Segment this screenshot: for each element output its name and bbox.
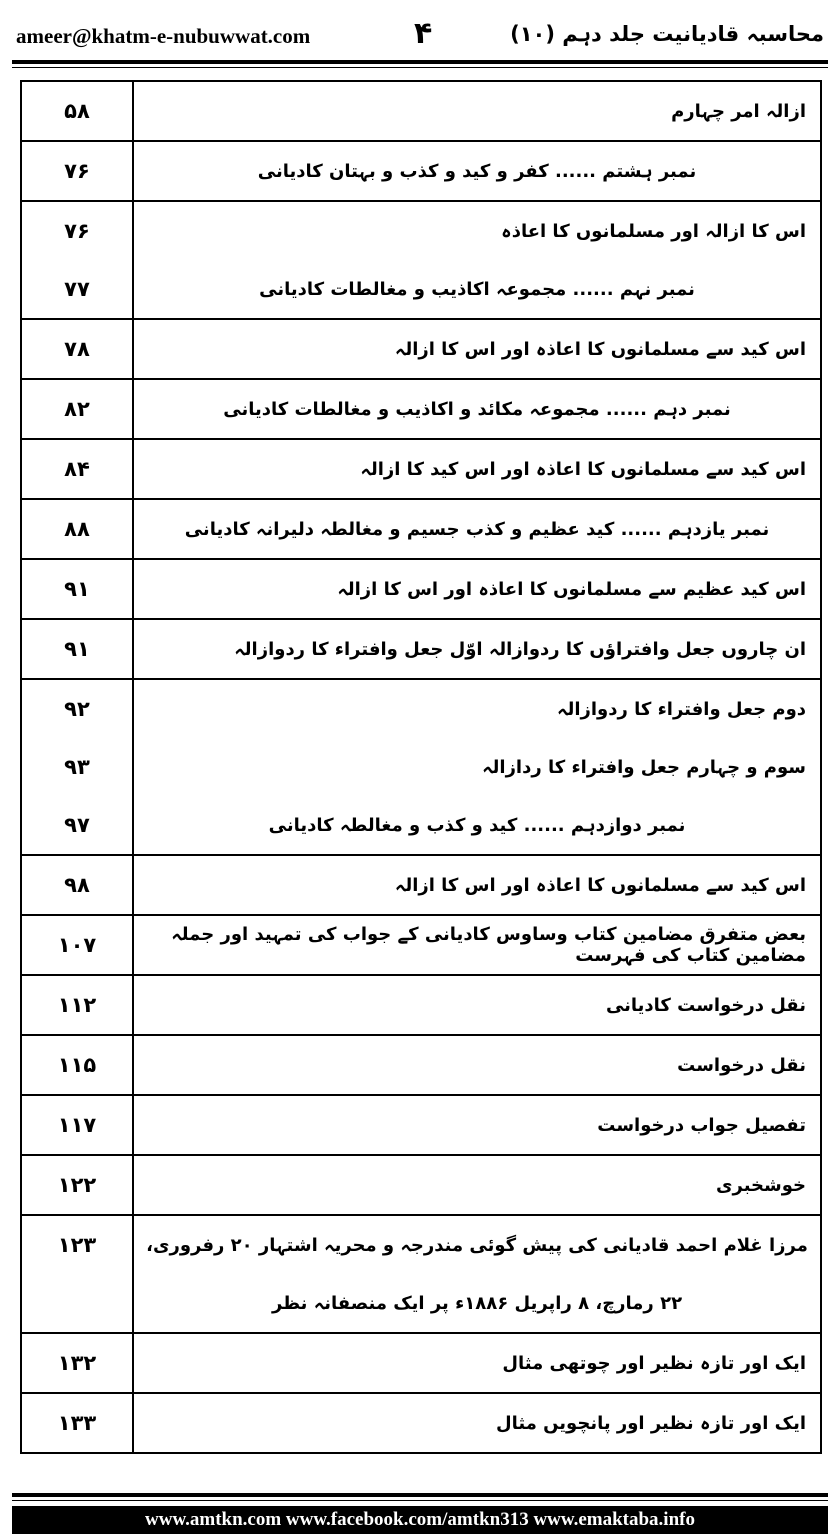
toc-row — [22, 618, 820, 678]
page-number-cell — [22, 320, 134, 378]
footer-rule-thick — [12, 1493, 828, 1497]
title-cell — [134, 202, 820, 318]
toc-page-number: ۹۱ — [64, 577, 90, 601]
title-cell — [134, 500, 820, 558]
title-cell — [134, 1334, 820, 1392]
page-number-cell — [22, 560, 134, 618]
title-cell — [134, 680, 820, 854]
toc-page-number — [22, 1274, 132, 1332]
toc-entry-title: سوم و چہارم جعل وافتراء کا ردازالہ — [482, 756, 806, 778]
toc-row — [22, 974, 820, 1034]
toc-row — [22, 1034, 820, 1094]
page-number-cell — [22, 1394, 134, 1452]
toc-page-number: ۹۸ — [64, 873, 90, 897]
toc-row — [22, 82, 820, 140]
toc-entry-title: نمبر دوازدہم ...... کید و کذب و مغالطہ کادیانی — [268, 814, 686, 836]
toc-row — [22, 200, 820, 318]
toc-entry-title: نقل درخواست کادیانی — [605, 994, 806, 1016]
toc-page-number: ۸۴ — [64, 457, 90, 481]
title-cell — [134, 1394, 820, 1452]
page-number-cell — [22, 1156, 134, 1214]
toc-row — [22, 1392, 820, 1452]
toc-page-number: ۸۸ — [64, 517, 90, 541]
toc-page-number: ۹۷ — [64, 813, 90, 837]
toc-entry-title: اس کید سے مسلمانوں کا اعاذہ اور اس کا ازالہ — [394, 874, 806, 896]
toc-entry-title: ازالہ امر چہارم — [671, 100, 806, 122]
toc-page-number: ۷۶ — [64, 219, 90, 243]
header-email: ameer@khatm-e-nubuwwat.com — [16, 24, 311, 48]
title-cell — [134, 1156, 820, 1214]
toc-entry-title: نمبر نہم ...... مجموعہ اکاذیب و مغالطات کادیانی — [259, 278, 695, 300]
page-header — [12, 14, 828, 58]
toc-row — [22, 678, 820, 854]
page-number-cell — [22, 1216, 134, 1332]
toc-entry-title: اس کید عظیم سے مسلمانوں کا اعاذہ اور اس کا ازالہ — [337, 578, 806, 600]
toc-row — [22, 914, 820, 974]
toc-row — [22, 378, 820, 438]
toc-entry-title: ۲۲ رمارچ، ۸ راپریل ۱۸۸۶ء پر ایک منصفانہ نظر — [271, 1292, 683, 1314]
page-number-cell — [22, 500, 134, 558]
toc-entry-title: خوشخبری — [716, 1174, 806, 1196]
page-number: ۴ — [414, 16, 433, 51]
title-cell — [134, 1216, 820, 1332]
title-cell — [134, 856, 820, 914]
toc-page-number: ۱۱۷ — [57, 1113, 97, 1137]
toc-entry-title: اس کا ازالہ اور مسلمانوں کا اعاذہ — [501, 220, 806, 242]
toc-entry-title: تفصیل جواب درخواست — [597, 1114, 806, 1136]
page-number-cell — [22, 916, 134, 974]
toc-entry-title: نمبر یازدہم ...... کید عظیم و کذب جسیم و مغالطہ دلیرانہ کادیانی — [184, 518, 770, 540]
toc-row — [22, 318, 820, 378]
header-rule-thin — [12, 67, 828, 68]
page-number-cell — [22, 202, 134, 318]
page-number-cell — [22, 82, 134, 140]
page-number-cell — [22, 1036, 134, 1094]
toc-row — [22, 558, 820, 618]
toc-entry-title: نقل درخواست — [677, 1054, 806, 1076]
toc-page-number: ۷۶ — [64, 159, 90, 183]
page-number-cell — [22, 856, 134, 914]
toc-page-number: ۵۸ — [64, 99, 90, 123]
toc-entry-title: اس کید سے مسلمانوں کا اعاذہ اور اس کید کا ازالہ — [360, 458, 806, 480]
toc-entry-title: ایک اور تازہ نظیر اور پانچویں مثال — [495, 1412, 806, 1434]
toc-page-number: ۹۲ — [64, 697, 90, 721]
toc-entry-title: نمبر ہشتم ...... کفر و کید و کذب و بہتان کادیانی — [257, 160, 697, 182]
toc-entry-title: بعض متفرق مضامین کتاب وساوس کادیانی کے جواب کی تمہید اور جملہ مضامین کتاب کی فہرست — [171, 924, 806, 966]
toc-page-number: ۹۱ — [64, 637, 90, 661]
title-cell — [134, 440, 820, 498]
toc-row — [22, 1154, 820, 1214]
title-cell — [134, 620, 820, 678]
title-cell — [134, 560, 820, 618]
toc-page-number: ۱۰۷ — [57, 933, 97, 957]
toc-row — [22, 498, 820, 558]
toc-page-number: ۱۳۲ — [57, 1351, 97, 1375]
title-cell — [134, 976, 820, 1034]
toc-row — [22, 438, 820, 498]
title-cell — [134, 82, 820, 140]
toc-row — [22, 854, 820, 914]
header-rule-thick — [12, 60, 828, 64]
footer-rule-thin — [12, 1500, 828, 1501]
footer-links: www.amtkn.com www.facebook.com/amtkn313 www.emaktaba.info — [12, 1506, 828, 1534]
page-number-cell — [22, 1096, 134, 1154]
toc-page-number: ۷۸ — [64, 337, 90, 361]
toc-page-number: ۸۲ — [64, 397, 90, 421]
title-cell — [134, 1036, 820, 1094]
toc-page-number: ۷۷ — [64, 277, 90, 301]
toc-page-number: ۹۳ — [64, 755, 90, 779]
title-cell — [134, 1096, 820, 1154]
toc-page-number: ۱۱۲ — [57, 993, 97, 1017]
page-number-cell — [22, 976, 134, 1034]
table-of-contents — [20, 80, 822, 1454]
title-cell — [134, 320, 820, 378]
page-number-cell — [22, 142, 134, 200]
page-number-cell — [22, 680, 134, 854]
toc-page-number: ۱۲۳ — [57, 1233, 97, 1257]
title-cell — [134, 380, 820, 438]
page-number-cell — [22, 380, 134, 438]
title-cell — [134, 916, 820, 974]
title-cell — [134, 142, 820, 200]
toc-row — [22, 1332, 820, 1392]
book-title: محاسبہ قادیانیت جلد دہم (۱۰) — [510, 22, 824, 46]
page-number-cell — [22, 620, 134, 678]
toc-row — [22, 140, 820, 200]
toc-page-number: ۱۲۲ — [57, 1173, 97, 1197]
toc-page-number: ۱۱۵ — [57, 1053, 97, 1077]
toc-entry-title: ایک اور تازہ نظیر اور چوتھی مثال — [502, 1352, 806, 1374]
toc-entry-title: نمبر دہم ...... مجموعہ مکائد و اکاذیب و مغالطات کادیانی — [223, 398, 731, 420]
toc-entry-title: اس کید سے مسلمانوں کا اعاذہ اور اس کا ازالہ — [394, 338, 806, 360]
toc-row — [22, 1214, 820, 1332]
toc-entry-title: ان چاروں جعل وافتراؤں کا ردوازالہ اوّل جعل وافتراء کا ردوازالہ — [234, 638, 806, 660]
page-number-cell — [22, 440, 134, 498]
toc-entry-title: دوم جعل وافتراء کا ردوازالہ — [557, 698, 806, 720]
toc-row — [22, 1094, 820, 1154]
toc-entry-title: مرزا غلام احمد قادیانی کی پیش گوئی مندرجہ و محریہ اشتہار ۲۰ رفروری، — [146, 1234, 808, 1256]
page-number-cell — [22, 1334, 134, 1392]
toc-page-number: ۱۳۳ — [57, 1411, 97, 1435]
